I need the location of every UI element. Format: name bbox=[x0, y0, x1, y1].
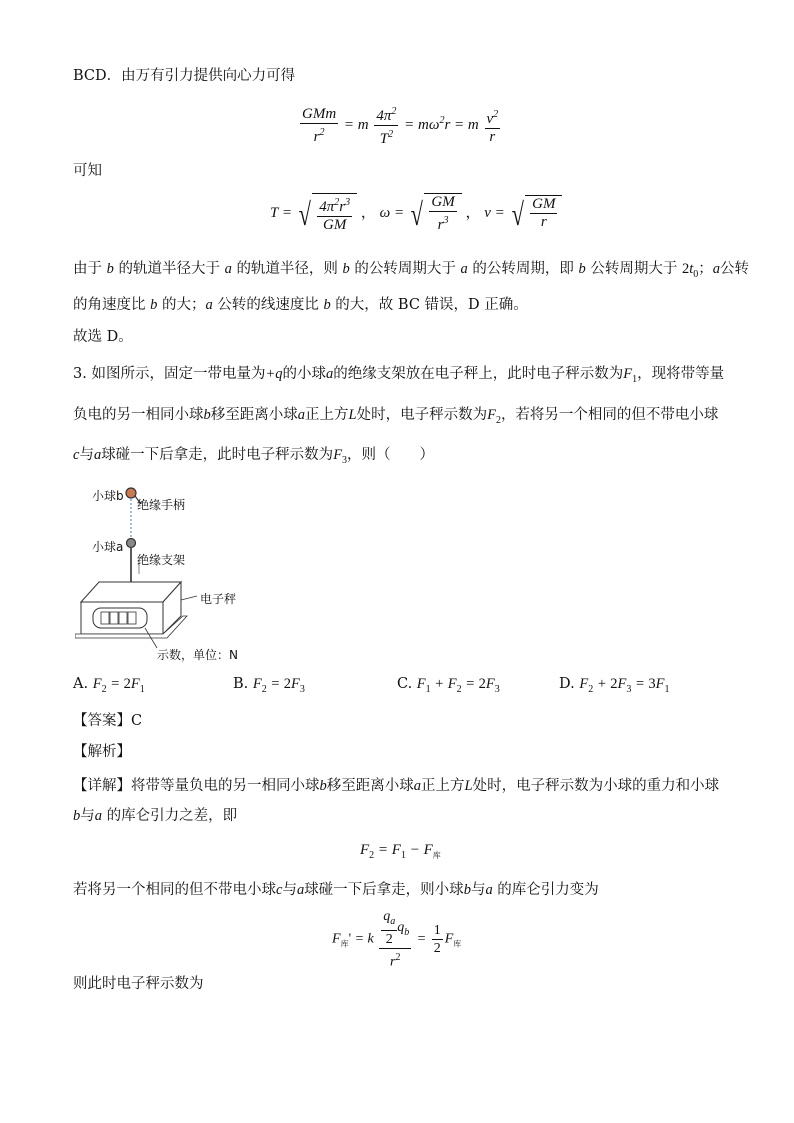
label-stand: 绝缘支架 bbox=[137, 553, 186, 567]
text-line: 由于 b 的轨道半径大于 a 的轨道半径，则 b 的公转周期大于 a 的公转周期，即 b 公转周期大于 $2t_0$；a公转 bbox=[73, 261, 749, 280]
question-line: 3. 如图所示，固定一带电量为+q的小球a的绝缘支架放在电子秤上，此时电子秤示数为$F_1$，现将带等量 bbox=[73, 366, 725, 385]
text-line: 故选 D。 bbox=[73, 329, 133, 345]
analysis-label: 【解析】 bbox=[73, 744, 131, 760]
equation-coulomb: $F_库' = k$ $\frac{q_a}{2}$ $q_b$ $r^2$ = $\frac{1}{2}$ $F_库$ bbox=[332, 909, 462, 970]
option-a[interactable]: A. $F_2 = 2F_1$ bbox=[73, 676, 145, 695]
answer-label: 【答案】C bbox=[73, 713, 143, 729]
ball-b bbox=[126, 488, 136, 498]
equation-gravity: $\frac{\text{GMm}}{r^2}$ = m $\frac{4\pi^2}{T^2}$ = $m\omega^2r = m$ $\frac{v^2}{r}$ bbox=[298, 103, 502, 148]
equation-results: T = √ $\frac{4\pi^2r^3}{GM}$ ， ω = √ $\frac{GM}{r^3}$ ， v = √ $\frac{GM}{r}$ bbox=[270, 193, 562, 234]
detail-line: 若将另一个相同的但不带电小球c与a球碰一下后拿走，则小球b与a 的库仑引力变为 bbox=[73, 882, 599, 898]
label-reading: 示数，单位：N bbox=[157, 648, 238, 662]
scale-figure bbox=[75, 482, 275, 667]
label-ball-b: 小球b bbox=[92, 489, 124, 503]
label-ball-a: 小球a bbox=[92, 540, 124, 554]
label-handle: 绝缘手柄 bbox=[137, 498, 186, 512]
question-line: c与a球碰一下后拿走，此时电子秤示数为$F_3$，则（ ） bbox=[73, 447, 435, 466]
option-c[interactable]: C. $F_1 + F_2 = 2F_3$ bbox=[397, 676, 500, 695]
ball-a bbox=[127, 539, 136, 548]
option-d[interactable]: D. $F_2 + 2F_3 = 3F_1$ bbox=[559, 676, 670, 695]
text-line: BCD．由万有引力提供向心力可得 bbox=[73, 68, 296, 84]
label-scale: 电子秤 bbox=[200, 592, 237, 606]
option-b[interactable]: B. $F_2 = 2F_3$ bbox=[233, 676, 305, 695]
text-line: 可知 bbox=[73, 163, 102, 179]
equation-f2: $F_2 = F_1 - F_库$ bbox=[360, 842, 441, 861]
text-line: 的角速度比 b 的大；a 公转的线速度比 b 的大，故 BC 错误，D 正确。 bbox=[73, 297, 528, 313]
detail-line: 【详解】将带等量负电的另一相同小球b移至距离小球a正上方L处时，电子秤示数为小球的重力和小球 bbox=[73, 778, 720, 794]
question-line: 负电的另一相同小球b移至距离小球a正上方L处时，电子秤示数为$F_2$，若将另一个相同的但不带电小球 bbox=[73, 407, 719, 426]
detail-line: b与a 的库仑引力之差，即 bbox=[73, 808, 238, 824]
text-line: 则此时电子秤示数为 bbox=[73, 976, 204, 992]
